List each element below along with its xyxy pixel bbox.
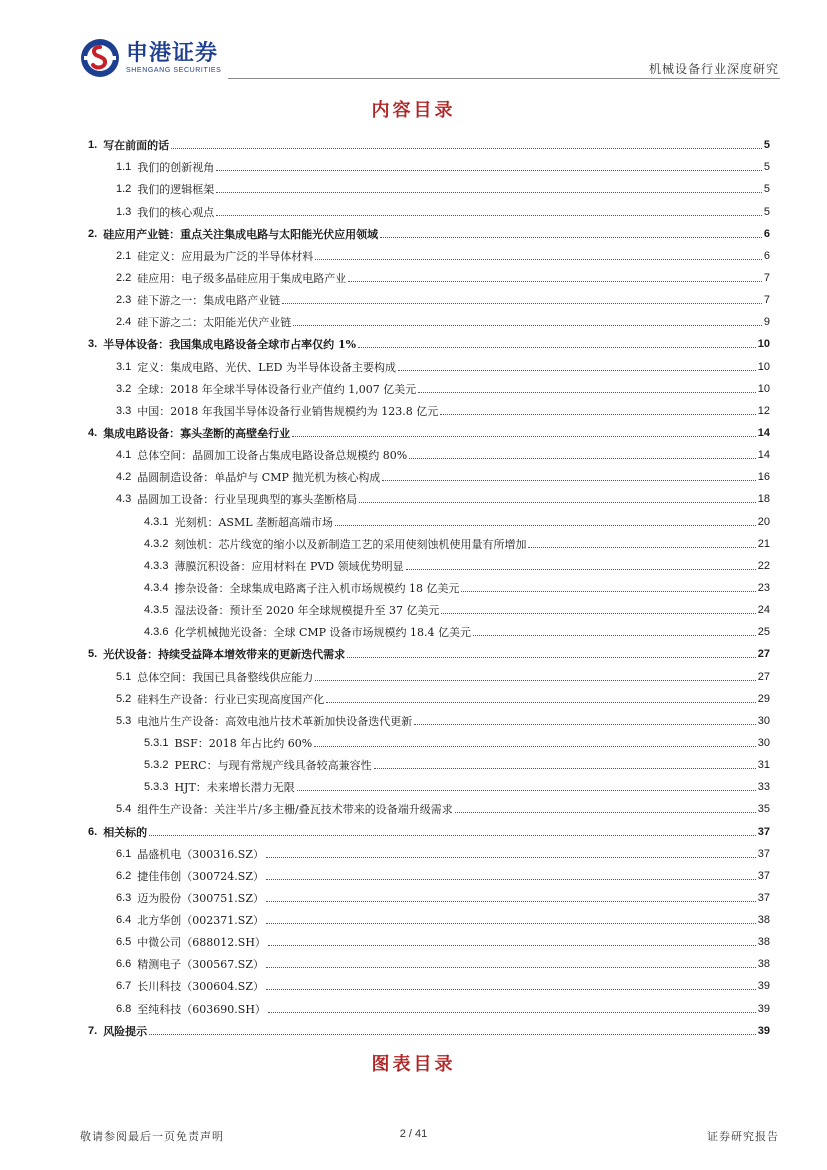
toc-entry-label: 电池片生产设备：高效电池片技术革新加快设备迭代更新 [137,714,413,728]
toc-entry[interactable] [88,506,770,528]
toc-entry[interactable] [88,130,770,152]
toc-leader-dots [268,1012,756,1013]
toc-leader-dots [314,746,756,747]
toc-leader-dots [216,192,762,193]
toc-entry-label: 光伏设备：持续受益降本增效带来的更新迭代需求 [103,648,346,662]
toc-leader-dots [171,148,762,149]
toc-entry-page: 23 [757,581,770,594]
toc-leader-dots [528,547,755,548]
toc-leader-dots [315,259,762,260]
toc-leader-dots [473,635,756,636]
toc-leader-dots [149,835,756,836]
toc-leader-dots [382,480,755,481]
toc-entry-number: 3.3 [116,404,132,417]
toc-leader-dots [266,967,756,968]
toc-entry-page: 37 [757,891,770,904]
toc-entry[interactable] [88,839,770,861]
toc-entry[interactable] [88,440,770,462]
toc-entry[interactable] [88,152,770,174]
toc-entry-number: 4. [88,426,98,439]
toc-entry-label: 中国：2018 年我国半导体设备行业销售规模约为 123.8 亿元 [137,404,439,418]
toc-entry-page: 37 [757,847,770,860]
toc-entry[interactable] [88,905,770,927]
toc-entry[interactable] [88,661,770,683]
toc-entry-page: 38 [757,914,770,927]
toc-entry[interactable] [88,241,770,263]
table-of-contents [88,130,770,1038]
toc-entry[interactable] [88,396,770,418]
toc-entry-page: 39 [757,980,770,993]
toc-leader-dots [414,724,755,725]
toc-entry-page: 35 [757,803,770,816]
toc-entry-page: 20 [757,515,770,528]
toc-entry-label: 相关标的 [103,825,148,839]
toc-entry-number: 4.3 [116,493,132,506]
toc-leader-dots [335,525,756,526]
toc-entry-page: 7 [763,271,770,284]
toc-entry-number: 3.2 [116,382,132,395]
toc-entry-number: 6.8 [116,1002,132,1015]
toc-entry-page: 39 [757,1002,770,1015]
toc-entry-label: 硅料生产设备：行业已实现高度国产化 [137,692,325,706]
toc-entry-label: PERC：与现有常规产线具备较高兼容性 [174,759,372,773]
toc-entry-number: 2. [88,227,98,240]
toc-entry[interactable] [88,551,770,573]
toc-entry[interactable] [88,351,770,373]
toc-entry-page: 10 [757,382,770,395]
toc-entry-page: 5 [763,139,770,152]
toc-leader-dots [266,923,756,924]
toc-entry-page: 30 [757,714,770,727]
toc-entry[interactable] [88,595,770,617]
toc-entry-label: 精测电子（300567.SZ） [137,958,264,972]
toc-entry-label: BSF：2018 年占比约 60% [174,736,313,750]
figure-list-title: 图表目录 [371,1054,456,1075]
toc-entry-label: HJT：未来增长潜力无限 [174,781,295,795]
toc-entry[interactable] [88,462,770,484]
toc-entry-number: 4.3.5 [144,604,169,617]
shengang-logo-icon [80,38,120,78]
toc-entry[interactable] [88,684,770,706]
toc-leader-dots [282,303,762,304]
toc-entry[interactable] [88,285,770,307]
toc-entry-page: 30 [757,736,770,749]
toc-entry-number: 4.3.1 [144,515,169,528]
toc-entry-page: 10 [757,360,770,373]
toc-entry-number: 5. [88,648,98,661]
toc-entry-number: 1.2 [116,183,132,196]
toc-entry-number: 6.3 [116,891,132,904]
toc-entry[interactable] [88,639,770,661]
toc-leader-dots [268,945,756,946]
toc-entry[interactable] [88,816,770,838]
page-number: 2 / 41 [399,1128,428,1140]
toc-entry-number: 5.3 [116,714,132,727]
toc-entry-number: 5.3.3 [144,781,169,794]
header-divider [228,78,780,79]
toc-entry-label: 硅应用：电子级多晶硅应用于集成电路产业 [137,271,347,285]
toc-leader-dots [315,680,755,681]
toc-entry-label: 我们的创新视角 [137,161,215,175]
toc-entry[interactable] [88,728,770,750]
toc-entry-number: 5.3.2 [144,759,169,772]
toc-leader-dots [461,591,755,592]
report-type: 机械设备行业深度研究 [648,62,779,76]
toc-leader-dots [297,790,756,791]
toc-entry[interactable] [88,883,770,905]
toc-entry-number: 2.1 [116,249,132,262]
toc-leader-dots [380,237,762,238]
toc-entry-label: 总体空间：我国已具备整线供应能力 [137,670,314,684]
toc-entry-label: 晶盛机电（300316.SZ） [137,847,264,861]
toc-entry-label: 总体空间：晶圆加工设备占集成电路设备总规模约 80% [137,449,408,463]
report-label: 证券研究报告 [707,1130,779,1143]
toc-leader-dots [348,281,762,282]
toc-entry-number: 3. [88,338,98,351]
toc-entry-page: 6 [763,227,770,240]
toc-entry-number: 4.1 [116,449,132,462]
toc-entry-label: 薄膜沉积设备：应用材料在 PVD 领域优势明显 [174,559,404,573]
toc-entry-label: 掺杂设备：全球集成电路离子注入机市场规模约 18 亿美元 [174,581,460,595]
toc-entry-page: 39 [757,1024,770,1037]
toc-entry-page: 6 [763,249,770,262]
toc-entry-page: 27 [757,670,770,683]
toc-entry-page: 25 [757,626,770,639]
toc-leader-dots [347,657,756,658]
toc-entry[interactable] [88,706,770,728]
toc-entry-page: 14 [757,449,770,462]
page-header [0,0,827,90]
toc-entry[interactable] [88,794,770,816]
toc-entry-number: 6.7 [116,980,132,993]
toc-leader-dots [326,702,755,703]
toc-entry-label: 捷佳伟创（300724.SZ） [137,869,264,883]
toc-leader-dots [358,347,756,348]
toc-entry[interactable] [88,329,770,351]
toc-entry[interactable] [88,949,770,971]
toc-title: 内容目录 [371,100,456,121]
toc-entry-label: 组件生产设备：关注半片/多主栅/叠瓦技术带来的设备端升级需求 [137,803,453,817]
toc-entry-label: 硅下游之一：集成电路产业链 [137,294,281,308]
toc-entry[interactable] [88,617,770,639]
toc-entry-label: 风险提示 [103,1024,148,1038]
toc-entry-page: 37 [757,825,770,838]
toc-entry-page: 5 [763,161,770,174]
toc-entry-label: 湿法设备：预计至 2020 年全球规模提升至 37 亿美元 [174,604,440,618]
toc-entry[interactable] [88,971,770,993]
toc-entry-label: 迈为股份（300751.SZ） [137,891,264,905]
toc-entry-label: 长川科技（300604.SZ） [137,980,264,994]
toc-entry-number: 6.4 [116,914,132,927]
toc-leader-dots [398,370,756,371]
toc-leader-dots [440,414,755,415]
toc-entry[interactable] [88,772,770,794]
toc-entry-number: 4.2 [116,471,132,484]
toc-entry[interactable] [88,263,770,285]
toc-leader-dots [359,502,755,503]
toc-entry-number: 2.4 [116,316,132,329]
toc-entry-label: 写在前面的话 [103,139,170,153]
toc-leader-dots [149,1034,756,1035]
toc-entry-number: 6.1 [116,847,132,860]
toc-entry-number: 6.2 [116,869,132,882]
toc-entry-page: 31 [757,759,770,772]
toc-entry-number: 4.3.4 [144,581,169,594]
toc-leader-dots [374,768,756,769]
toc-entry-number: 6.6 [116,958,132,971]
toc-leader-dots [266,989,756,990]
company-logo [80,38,221,78]
toc-entry-number: 3.1 [116,360,132,373]
toc-entry[interactable] [88,573,770,595]
toc-entry[interactable] [88,174,770,196]
toc-entry-number: 1.3 [116,205,132,218]
toc-entry-page: 37 [757,869,770,882]
toc-entry-label: 光刻机：ASML 垄断超高端市场 [174,515,334,529]
toc-leader-dots [406,569,756,570]
toc-entry-page: 9 [763,316,770,329]
toc-entry-label: 化学机械抛光设备：全球 CMP 设备市场规模约 18.4 亿美元 [174,626,472,640]
toc-entry-page: 38 [757,958,770,971]
toc-leader-dots [418,392,755,393]
toc-entry-page: 10 [757,338,770,351]
toc-entry[interactable] [88,307,770,329]
toc-entry-label: 我们的核心观点 [137,205,215,219]
logo-chinese-name: 申港证券 [126,40,219,66]
toc-entry-page: 29 [757,692,770,705]
toc-entry-page: 22 [757,559,770,572]
toc-entry[interactable] [88,418,770,440]
toc-entry-number: 1. [88,139,98,152]
toc-leader-dots [266,857,756,858]
toc-entry[interactable] [88,484,770,506]
toc-leader-dots [455,812,756,813]
toc-entry-label: 晶圆加工设备：行业呈现典型的寡头垄断格局 [137,493,358,507]
toc-entry[interactable] [88,196,770,218]
toc-entry-page: 16 [757,471,770,484]
toc-entry-label: 半导体设备：我国集成电路设备全球市占率仅约 1% [103,338,357,352]
toc-entry-label: 北方华创（002371.SZ） [137,914,264,928]
toc-entry-number: 5.2 [116,692,132,705]
toc-entry-label: 中微公司（688012.SH） [137,936,266,950]
toc-entry-page: 7 [763,294,770,307]
toc-leader-dots [216,215,762,216]
toc-entry[interactable] [88,219,770,241]
toc-entry-number: 7. [88,1024,98,1037]
toc-entry-page: 5 [763,183,770,196]
toc-entry-page: 24 [757,604,770,617]
toc-leader-dots [409,458,756,459]
toc-entry-label: 全球：2018 年全球半导体设备行业产值约 1,007 亿美元 [137,382,417,396]
toc-entry-number: 6. [88,825,98,838]
toc-entry-label: 硅定义：应用最为广泛的半导体材料 [137,249,314,263]
toc-entry-number: 5.3.1 [144,736,169,749]
logo-english-name: SHENGANG SECURITIES [126,66,222,74]
toc-entry[interactable] [88,374,770,396]
toc-entry-number: 4.3.3 [144,559,169,572]
toc-entry-label: 晶圆制造设备：单晶炉与 CMP 抛光机为核心构成 [137,471,381,485]
toc-entry-label: 集成电路设备：寡头垄断的高壁垒行业 [103,426,291,440]
toc-entry-page: 21 [757,537,770,550]
toc-leader-dots [216,170,762,171]
toc-entry-page: 33 [757,781,770,794]
toc-entry-label: 硅应用产业链：重点关注集成电路与太阳能光伏应用领域 [103,227,379,241]
toc-entry[interactable] [88,993,770,1015]
toc-entry[interactable] [88,1016,770,1038]
toc-entry[interactable] [88,861,770,883]
toc-entry-number: 2.3 [116,294,132,307]
toc-leader-dots [441,613,755,614]
toc-entry-label: 刻蚀机：芯片线宽的缩小以及新制造工艺的采用使刻蚀机使用量有所增加 [174,537,527,551]
toc-entry-label: 定义：集成电路、光伏、LED 为半导体设备主要构成 [137,360,396,374]
toc-entry-number: 4.3.6 [144,626,169,639]
toc-entry[interactable] [88,529,770,551]
toc-entry-label: 硅下游之二：太阳能光伏产业链 [137,316,292,330]
toc-entry-number: 5.4 [116,803,132,816]
toc-leader-dots [293,325,762,326]
toc-entry[interactable] [88,750,770,772]
toc-entry-number: 4.3.2 [144,537,169,550]
toc-entry-label: 我们的逻辑框架 [137,183,215,197]
toc-entry-number: 5.1 [116,670,132,683]
toc-leader-dots [266,879,756,880]
toc-entry-page: 5 [763,205,770,218]
disclaimer-note: 敬请参阅最后一页免责声明 [80,1130,224,1143]
toc-entry-label: 至纯科技（603690.SH） [137,1002,266,1016]
toc-entry-page: 12 [757,404,770,417]
toc-entry-number: 2.2 [116,271,132,284]
toc-entry[interactable] [88,927,770,949]
toc-entry-page: 14 [757,426,770,439]
page-footer [0,1128,827,1148]
toc-entry-number: 1.1 [116,161,132,174]
toc-entry-page: 27 [757,648,770,661]
toc-entry-page: 18 [757,493,770,506]
toc-leader-dots [266,901,756,902]
toc-leader-dots [292,436,756,437]
toc-entry-page: 38 [757,936,770,949]
toc-entry-number: 6.5 [116,936,132,949]
